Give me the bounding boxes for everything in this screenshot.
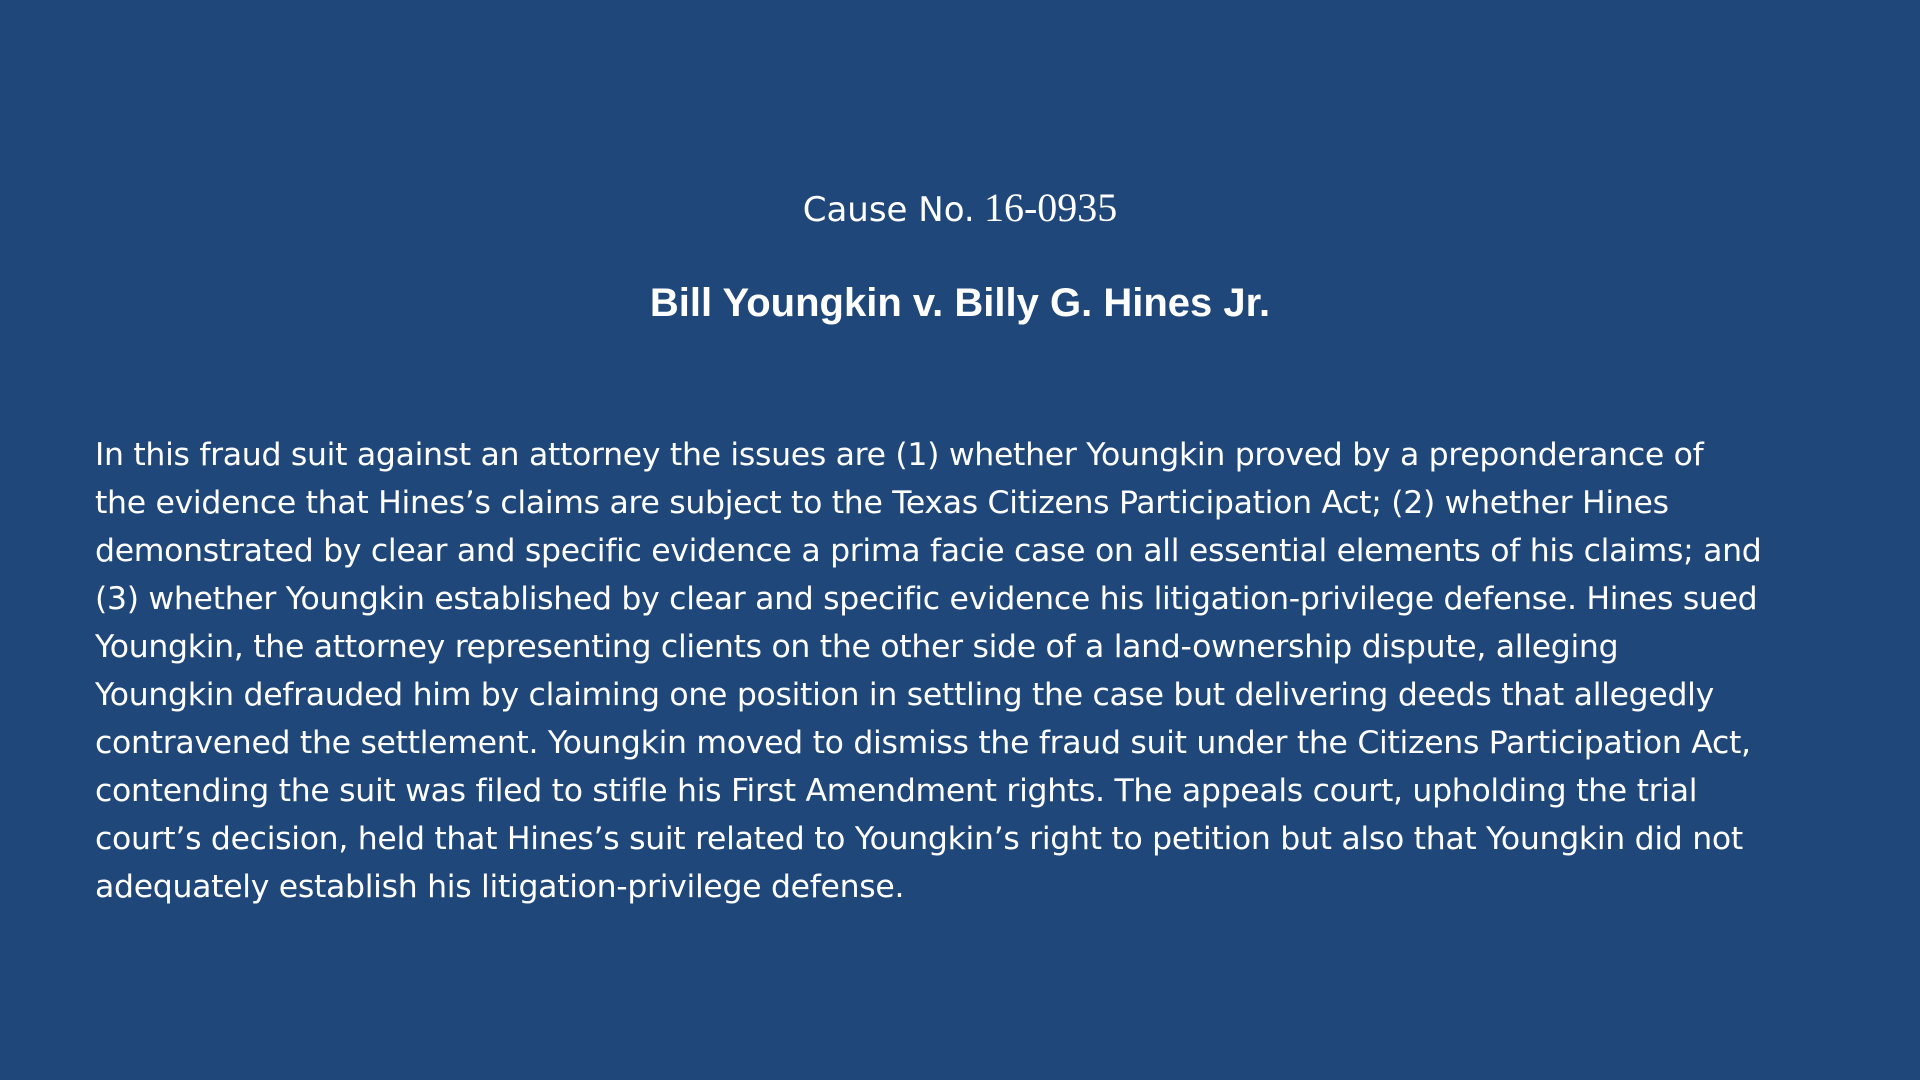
case-title: Bill Youngkin v. Billy G. Hines Jr. bbox=[649, 281, 1271, 325]
summary-line: court’s decision, held that Hines’s suit related to Youngkin’s right to petition but also that Youngkin did not bbox=[95, 821, 1743, 857]
case-summary bbox=[95, 431, 1835, 911]
cause-label: Cause No. bbox=[802, 190, 975, 230]
summary-line: Youngkin, the attorney representing clients on the other side of a land-ownership dispute, alleging bbox=[95, 629, 1619, 665]
cause-number: 16-0935 bbox=[983, 185, 1118, 230]
summary-line: contravened the settlement. Youngkin moved to dismiss the fraud suit under the Citizens Participation Act, bbox=[95, 725, 1751, 761]
summary-line: contending the suit was filed to stifle his First Amendment rights. The appeals court, upholding the trial bbox=[95, 773, 1698, 809]
summary-line: In this fraud suit against an attorney the issues are (1) whether Youngkin proved by a preponderance of bbox=[95, 437, 1704, 473]
summary-line: (3) whether Youngkin established by clear and specific evidence his litigation-privilege defense. Hines sued bbox=[95, 581, 1758, 617]
summary-line: Youngkin defrauded him by claiming one position in settling the case but delivering deeds that allegedly bbox=[95, 677, 1714, 713]
summary-line: adequately establish his litigation-privilege defense. bbox=[95, 869, 905, 905]
cause-number-heading bbox=[0, 184, 1920, 234]
summary-line: the evidence that Hines’s claims are subject to the Texas Citizens Participation Act; (2) whether Hines bbox=[95, 485, 1669, 521]
summary-line: demonstrated by clear and specific evidence a prima facie case on all essential elements of his claims; and bbox=[95, 533, 1762, 569]
